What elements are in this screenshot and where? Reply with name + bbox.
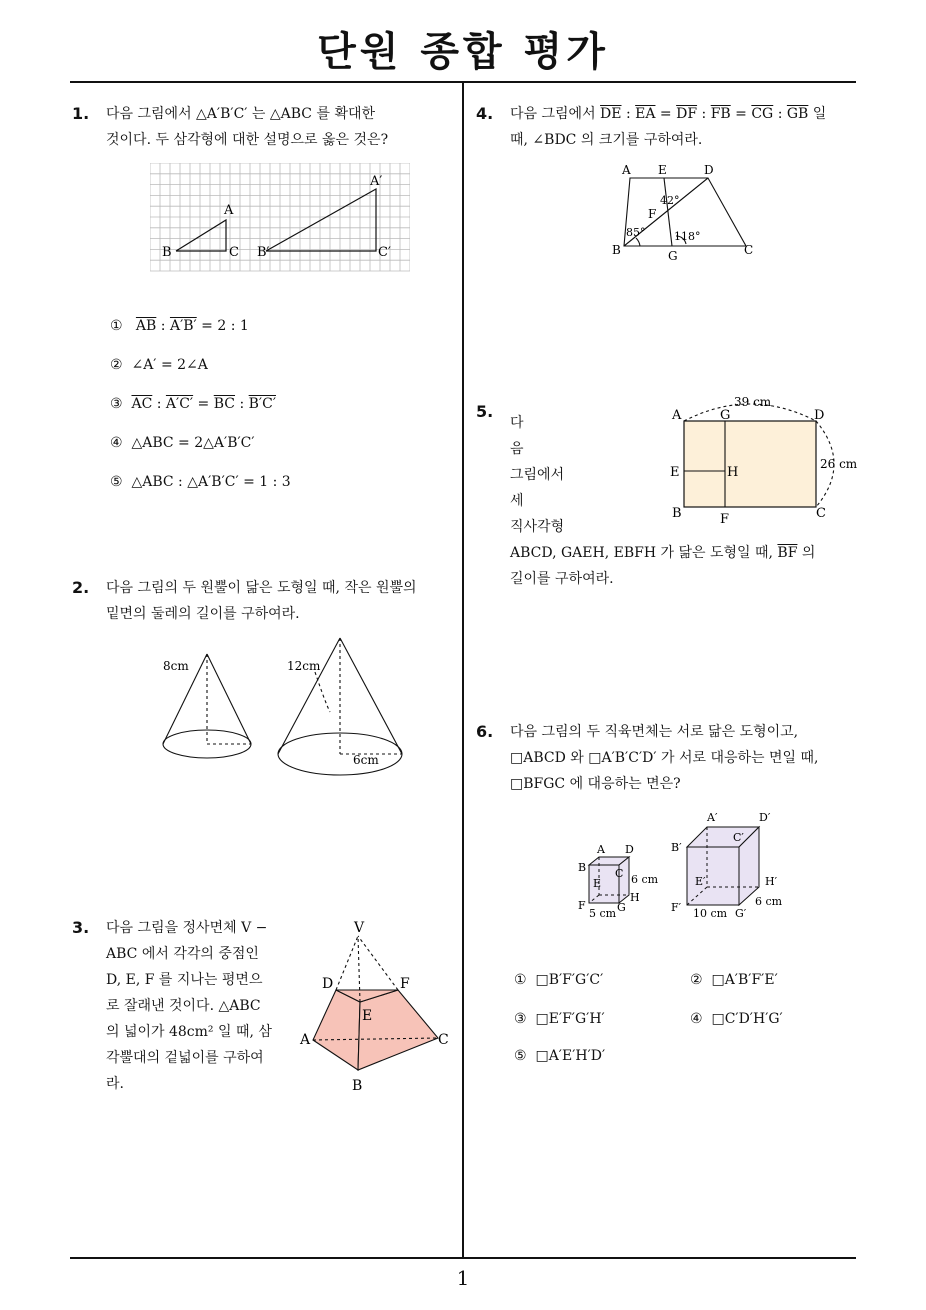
segment: A′B′ <box>169 318 197 334</box>
label-e: E <box>362 1008 373 1024</box>
option-mark: ① <box>110 318 123 334</box>
label-v: V <box>354 920 365 936</box>
apex-edge <box>358 936 398 990</box>
right-length-label: 26 cm <box>820 457 858 471</box>
frustum-face <box>358 990 438 1070</box>
label-e: E <box>670 465 680 480</box>
label-f: F <box>720 512 730 527</box>
label-b: B <box>672 506 682 521</box>
q1-option-4[interactable] <box>110 435 255 451</box>
q6-option-1[interactable] <box>514 972 603 988</box>
q4-line-2: 때, ∠BDC 의 크기를 구하여라. <box>510 132 703 148</box>
triangle-a2b2c2 <box>266 189 376 251</box>
q3-line-5: 의 넓이가 48cm² 일 때, 삼 <box>106 1024 272 1040</box>
q2-cones-figure <box>155 632 405 782</box>
small-width-label: 5 cm <box>589 907 617 920</box>
q3-line-7: 라. <box>106 1076 124 1092</box>
label-c: C <box>229 245 239 260</box>
q1-option-2[interactable] <box>110 357 208 373</box>
label-g2: G′ <box>735 907 747 920</box>
label-g: G <box>720 408 731 423</box>
q1-line-1: 다음 그림에서 △A′B′C′ 는 △ABC 를 확대한 <box>106 106 376 122</box>
option-text: □E′F′G′H′ <box>535 1011 605 1027</box>
label-h: H <box>727 465 739 480</box>
q3-text <box>106 915 286 1097</box>
q5-word-2: 음 <box>510 441 524 457</box>
angle-label: 85° <box>626 226 646 239</box>
text: ABCD, GAEH, EBFH 가 닮은 도형일 때, <box>510 545 778 561</box>
apex-edge <box>336 936 358 990</box>
small-height-label: 6 cm <box>631 873 659 886</box>
q1-grid-figure <box>150 163 410 273</box>
q3-line-6: 각뿔대의 겉넓이를 구하여 <box>106 1050 264 1066</box>
option-mark: ⑤ <box>110 474 123 490</box>
triangle-abc <box>176 220 226 251</box>
label-a: A <box>597 843 605 856</box>
label-a2: A′ <box>707 811 718 824</box>
segment: B′C′ <box>248 396 276 412</box>
q5-line-2: 길이를 구하여라. <box>510 571 614 587</box>
footer-rule <box>70 1257 856 1259</box>
label-b2: B′ <box>257 245 270 260</box>
q6-option-4[interactable] <box>690 1011 783 1027</box>
segment: $\overline{BC}$ <box>213 396 236 412</box>
label-a: A <box>672 408 682 423</box>
q6-option-3[interactable] <box>514 1011 605 1027</box>
label-a: A <box>224 203 234 218</box>
segment: $\overline{EA}$ <box>635 106 656 122</box>
segment: $\overline{BF}$ <box>777 545 798 561</box>
option-text: △ABC : △A′B′C′ = 1 : 3 <box>131 474 291 490</box>
q6-line-3: □BFGC 에 대응하는 면은? <box>510 776 681 792</box>
option-mark: ① <box>514 972 527 988</box>
label-h: H <box>630 891 640 904</box>
angle-label: 118° <box>674 230 701 243</box>
option-mark: ② <box>110 357 123 373</box>
ratio: = 2 : 1 <box>196 318 249 334</box>
q4-line-1: 다음 그림에서 $\overline{DE}$ : $\overline{EA} = \overline{DF}$ : $\overline{FB} = \overline{CG}$ : $\overline{GB}$ 일 <box>510 106 827 122</box>
text: 다음 그림에서 <box>510 106 601 122</box>
frustum-face <box>313 990 360 1070</box>
q4-text <box>510 101 855 153</box>
segment: $\overline{DF}$ <box>676 106 698 122</box>
option-mark: ③ <box>514 1011 527 1027</box>
page-title: 단원 종합 평가 <box>317 29 609 75</box>
q2-text <box>106 575 417 627</box>
text: 의 <box>797 545 816 561</box>
q4-figure <box>606 160 766 264</box>
label-a2: A′ <box>370 174 383 189</box>
q3-line-1: 다음 그림을 정사면체 V − <box>106 920 268 936</box>
segment: $\overline{AB}$ <box>135 318 157 334</box>
segment: $\overline{FB}$ <box>710 106 731 122</box>
q3-line-4: 로 잘래낸 것이다. △ABC <box>106 998 261 1014</box>
label-e: E <box>593 877 602 890</box>
option-text: □A′E′H′D′ <box>535 1048 606 1064</box>
segment: $\overline{AC}$ <box>131 396 153 412</box>
label-d: D <box>704 163 714 177</box>
label-f: F <box>400 976 410 992</box>
q2-number: 2. <box>72 578 90 597</box>
option-mark: ⑤ <box>514 1048 527 1064</box>
label-d: D <box>322 976 334 992</box>
label-c: C <box>816 506 826 521</box>
q5-words <box>510 410 564 540</box>
label-c2: C′ <box>733 831 744 844</box>
q6-text <box>510 719 818 797</box>
label-d: D <box>625 843 634 856</box>
option-mark: ④ <box>690 1011 703 1027</box>
label-g: G <box>617 901 626 914</box>
option-text: □C′D′H′G′ <box>711 1011 783 1027</box>
q1-line-2: 것이다. 두 삼각형에 대한 설명으로 옳은 것은? <box>106 132 389 148</box>
big-radius-label: 6cm <box>353 753 379 767</box>
q5-word-1: 다 <box>510 415 524 431</box>
label-b: B <box>352 1078 363 1094</box>
q2-line-2: 밑면의 둘레의 길이를 구하여라. <box>106 606 300 622</box>
option-text: □A′B′F′E′ <box>711 972 778 988</box>
label-f: F <box>648 207 657 221</box>
label-d2: D′ <box>759 811 771 824</box>
q1-text <box>106 101 388 153</box>
rectangle-abcd <box>684 421 816 507</box>
q5-text <box>510 540 855 592</box>
q6-line-2: □ABCD 와 □A′B′C′D′ 가 서로 대응하는 면일 때, <box>510 750 819 766</box>
q3-line-3: D, E, F 를 지나는 평면으 <box>106 972 263 988</box>
option-mark: ④ <box>110 435 123 451</box>
label-b2: B′ <box>671 841 682 854</box>
q6-option-2[interactable] <box>690 972 778 988</box>
q5-word-3: 그림에서 <box>510 467 565 483</box>
segment: A′C′ <box>165 396 194 412</box>
big-cone-side <box>340 638 402 754</box>
q5-word-4: 세 <box>510 493 524 509</box>
angle-arc <box>636 238 640 246</box>
label-g: G <box>668 249 678 263</box>
label-e: E <box>658 163 667 177</box>
q1-option-1[interactable] <box>110 318 249 334</box>
small-side-face <box>619 857 629 903</box>
page-number: 1 <box>456 1266 470 1290</box>
q4-number: 4. <box>476 104 494 123</box>
big-cone-side <box>278 638 340 754</box>
text: 일 <box>808 106 827 122</box>
q6-option-5[interactable] <box>514 1048 605 1064</box>
option-text: △ABC = 2△A′B′C′ <box>131 435 255 451</box>
q1-option-3[interactable]: ③ $\overline{AC}$ : $A'C' = \overline{BC}$ : B′C′ <box>110 396 276 412</box>
segment: $\overline{DE}$ <box>600 106 622 122</box>
label-f: F <box>578 899 586 912</box>
label-c2: C′ <box>378 245 391 260</box>
q6-cuboids-figure <box>575 805 795 923</box>
option-text: ∠A′ = 2∠A <box>131 357 208 373</box>
label-h2: H′ <box>765 875 778 888</box>
label-d: D <box>814 408 825 423</box>
big-slant-label: 12cm <box>287 659 321 673</box>
q5-line-1 <box>510 540 855 566</box>
label-c: C <box>744 243 754 257</box>
q3-number: 3. <box>72 918 90 937</box>
big-cone-slant-arc <box>315 672 330 712</box>
q3-frustum-figure <box>298 920 458 1100</box>
label-a: A <box>300 1032 311 1048</box>
q1-number: 1. <box>72 104 90 123</box>
q6-line-1: 다음 그림의 두 직육면체는 서로 닮은 도형이고, <box>510 724 799 740</box>
segment: $\overline{CG}$ <box>751 106 774 122</box>
segment: $\overline{GB}$ <box>786 106 809 122</box>
q1-option-5[interactable] <box>110 474 291 490</box>
label-b: B <box>578 861 587 874</box>
option-mark: ③ <box>110 396 123 412</box>
angle-label: 42° <box>660 194 680 207</box>
q5-figure <box>668 393 864 528</box>
q5-number: 5. <box>476 402 494 421</box>
small-slant-label: 8cm <box>163 659 189 673</box>
label-b: B <box>612 243 621 257</box>
option-mark: ② <box>690 972 703 988</box>
big-width-label: 10 cm <box>693 907 728 920</box>
label-f2: F′ <box>671 901 682 914</box>
top-length-label: 39 cm <box>734 395 772 409</box>
label-b: B <box>162 245 172 260</box>
label-a: A <box>622 163 631 177</box>
option-text: □B′F′G′C′ <box>535 972 604 988</box>
column-divider <box>462 83 464 1259</box>
label-c: C <box>615 867 624 880</box>
q3-line-2: ABC 에서 각각의 중점인 <box>106 946 259 962</box>
separator: : <box>156 318 170 334</box>
big-depth-label: 6 cm <box>755 895 783 908</box>
label-c: C <box>438 1032 449 1048</box>
label-e2: E′ <box>695 875 706 888</box>
q5-word-5: 직사각형 <box>510 519 565 535</box>
q6-number: 6. <box>476 722 494 741</box>
q2-line-1: 다음 그림의 두 원뿔이 닮은 도형일 때, 작은 원뿔의 <box>106 580 417 596</box>
